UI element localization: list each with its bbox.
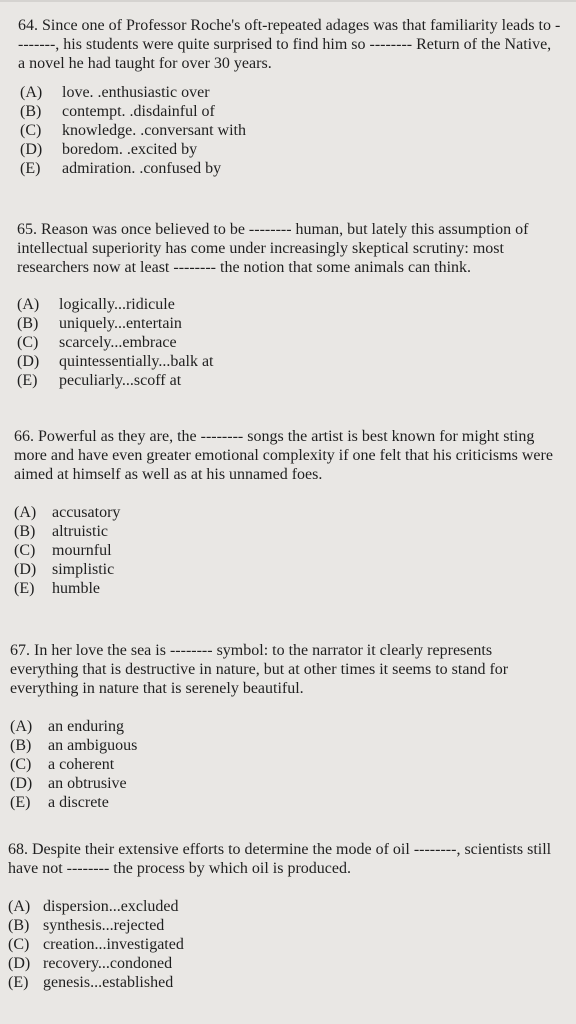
question-stem [0, 641, 576, 698]
answer-choice-b[interactable] [10, 736, 576, 755]
choice-text: accusatory [52, 504, 121, 521]
choice-letter: (B) [20, 103, 42, 120]
answer-choice-d[interactable] [14, 560, 576, 579]
choice-letter: (E) [8, 974, 29, 991]
answer-choices [0, 717, 576, 812]
choice-letter: (E) [14, 580, 35, 597]
answer-choice-d[interactable] [10, 774, 576, 793]
choice-text: an ambiguous [48, 737, 138, 754]
choice-letter: (D) [20, 141, 43, 158]
question-65 [0, 220, 576, 390]
question-text: Powerful as they are, the -------- songs the artist is best known for might sting more and have even greater emotional complexity if one felt that his criticisms were aimed at himself as well as at his unnamed foes. [14, 428, 553, 483]
choice-letter: (D) [10, 775, 33, 792]
answer-choice-a[interactable] [10, 717, 576, 736]
question-number: 66. [14, 428, 34, 445]
question-number: 67. [10, 642, 30, 659]
answer-choice-a[interactable] [8, 897, 576, 916]
choice-text: logically...ridicule [59, 296, 175, 313]
question-stem [0, 840, 576, 878]
choice-letter: (B) [8, 917, 30, 934]
answer-choices [0, 897, 576, 992]
choice-letter: (A) [20, 84, 43, 101]
top-edge-divider [0, 0, 576, 2]
answer-choice-e[interactable] [8, 973, 576, 992]
answer-choice-c[interactable] [20, 121, 576, 140]
question-number: 65. [17, 221, 37, 238]
choice-text: knowledge. .conversant with [62, 122, 246, 139]
choice-text: love. .enthusiastic over [62, 84, 210, 101]
choice-letter: (E) [10, 794, 31, 811]
choice-letter: (C) [17, 334, 39, 351]
choice-text: altruistic [52, 523, 108, 540]
question-stem [0, 220, 576, 277]
choice-letter: (C) [10, 756, 32, 773]
choice-text: scarcely...embrace [59, 334, 177, 351]
choice-text: mournful [52, 542, 112, 559]
question-64 [0, 16, 576, 178]
question-number: 64. [18, 17, 38, 34]
question-66 [0, 427, 576, 598]
question-text: Since one of Professor Roche's oft-repeated adages was that familiarity leads to --------, his students were quite surprised to find him so -------- Return of the Native, a novel he had taught for over 30 years. [18, 17, 561, 72]
answer-choice-d[interactable] [8, 954, 576, 973]
choice-text: an obtrusive [48, 775, 127, 792]
choice-text: admiration. .confused by [62, 160, 222, 177]
choice-letter: (B) [17, 315, 39, 332]
choice-text: creation...investigated [43, 936, 184, 953]
choice-letter: (A) [14, 504, 37, 521]
choice-letter: (C) [20, 122, 42, 139]
answer-choice-b[interactable] [8, 916, 576, 935]
answer-choice-d[interactable] [20, 140, 576, 159]
choice-letter: (C) [8, 936, 30, 953]
answer-choice-b[interactable] [14, 522, 576, 541]
question-stem [0, 16, 576, 73]
answer-choices [0, 503, 576, 598]
choice-text: humble [52, 580, 100, 597]
answer-choice-a[interactable] [14, 503, 576, 522]
answer-choice-e[interactable] [14, 579, 576, 598]
choice-letter: (C) [14, 542, 36, 559]
answer-choice-e[interactable] [17, 371, 576, 390]
question-68 [0, 840, 576, 992]
answer-choice-e[interactable] [10, 793, 576, 812]
question-67 [0, 641, 576, 812]
choice-text: recovery...condoned [43, 955, 173, 972]
choice-letter: (B) [10, 737, 32, 754]
choice-letter: (D) [14, 561, 37, 578]
answer-choice-c[interactable] [8, 935, 576, 954]
choice-text: genesis...established [43, 974, 174, 991]
choice-text: an enduring [48, 718, 124, 735]
answer-choice-c[interactable] [17, 333, 576, 352]
answer-choice-d[interactable] [17, 352, 576, 371]
question-number: 68. [8, 841, 28, 858]
choice-text: contempt. .disdainful of [62, 103, 215, 120]
choice-text: boredom. .excited by [62, 141, 198, 158]
answer-choice-c[interactable] [10, 755, 576, 774]
answer-choice-e[interactable] [20, 159, 576, 178]
question-text: In her love the sea is -------- symbol: to the narrator it clearly represents everything that is destructive in nature, but at other times it seems to stand for everything in nature that is serenely beautiful. [10, 642, 509, 697]
choice-letter: (A) [8, 898, 31, 915]
choice-text: synthesis...rejected [43, 917, 165, 934]
choice-text: dispersion...excluded [43, 898, 179, 915]
answer-choices [0, 83, 576, 178]
choice-letter: (B) [14, 523, 36, 540]
choice-letter: (D) [8, 955, 31, 972]
question-stem [0, 427, 576, 484]
choice-letter: (A) [17, 296, 40, 313]
choice-letter: (E) [17, 372, 38, 389]
choice-text: a discrete [48, 794, 109, 811]
answer-choice-b[interactable] [17, 314, 576, 333]
choice-letter: (A) [10, 718, 33, 735]
choice-text: quintessentially...balk at [59, 353, 214, 370]
answer-choice-a[interactable] [17, 295, 576, 314]
choice-text: a coherent [48, 756, 115, 773]
choice-text: simplistic [52, 561, 115, 578]
choice-text: uniquely...entertain [59, 315, 182, 332]
choice-letter: (D) [17, 353, 40, 370]
question-text: Despite their extensive efforts to determine the mode of oil --------, scientists still have not -------- the process by which oil is produced. [8, 841, 552, 877]
choice-text: peculiarly...scoff at [59, 372, 182, 389]
answer-choice-b[interactable] [20, 102, 576, 121]
answer-choice-a[interactable] [20, 83, 576, 102]
choice-letter: (E) [20, 160, 41, 177]
answer-choices [0, 295, 576, 390]
answer-choice-c[interactable] [14, 541, 576, 560]
question-text: Reason was once believed to be -------- human, but lately this assumption of intellectual superiority has come under increasingly skeptical scrutiny: most researchers now at least -------- the notion that some animals can think. [17, 221, 529, 276]
